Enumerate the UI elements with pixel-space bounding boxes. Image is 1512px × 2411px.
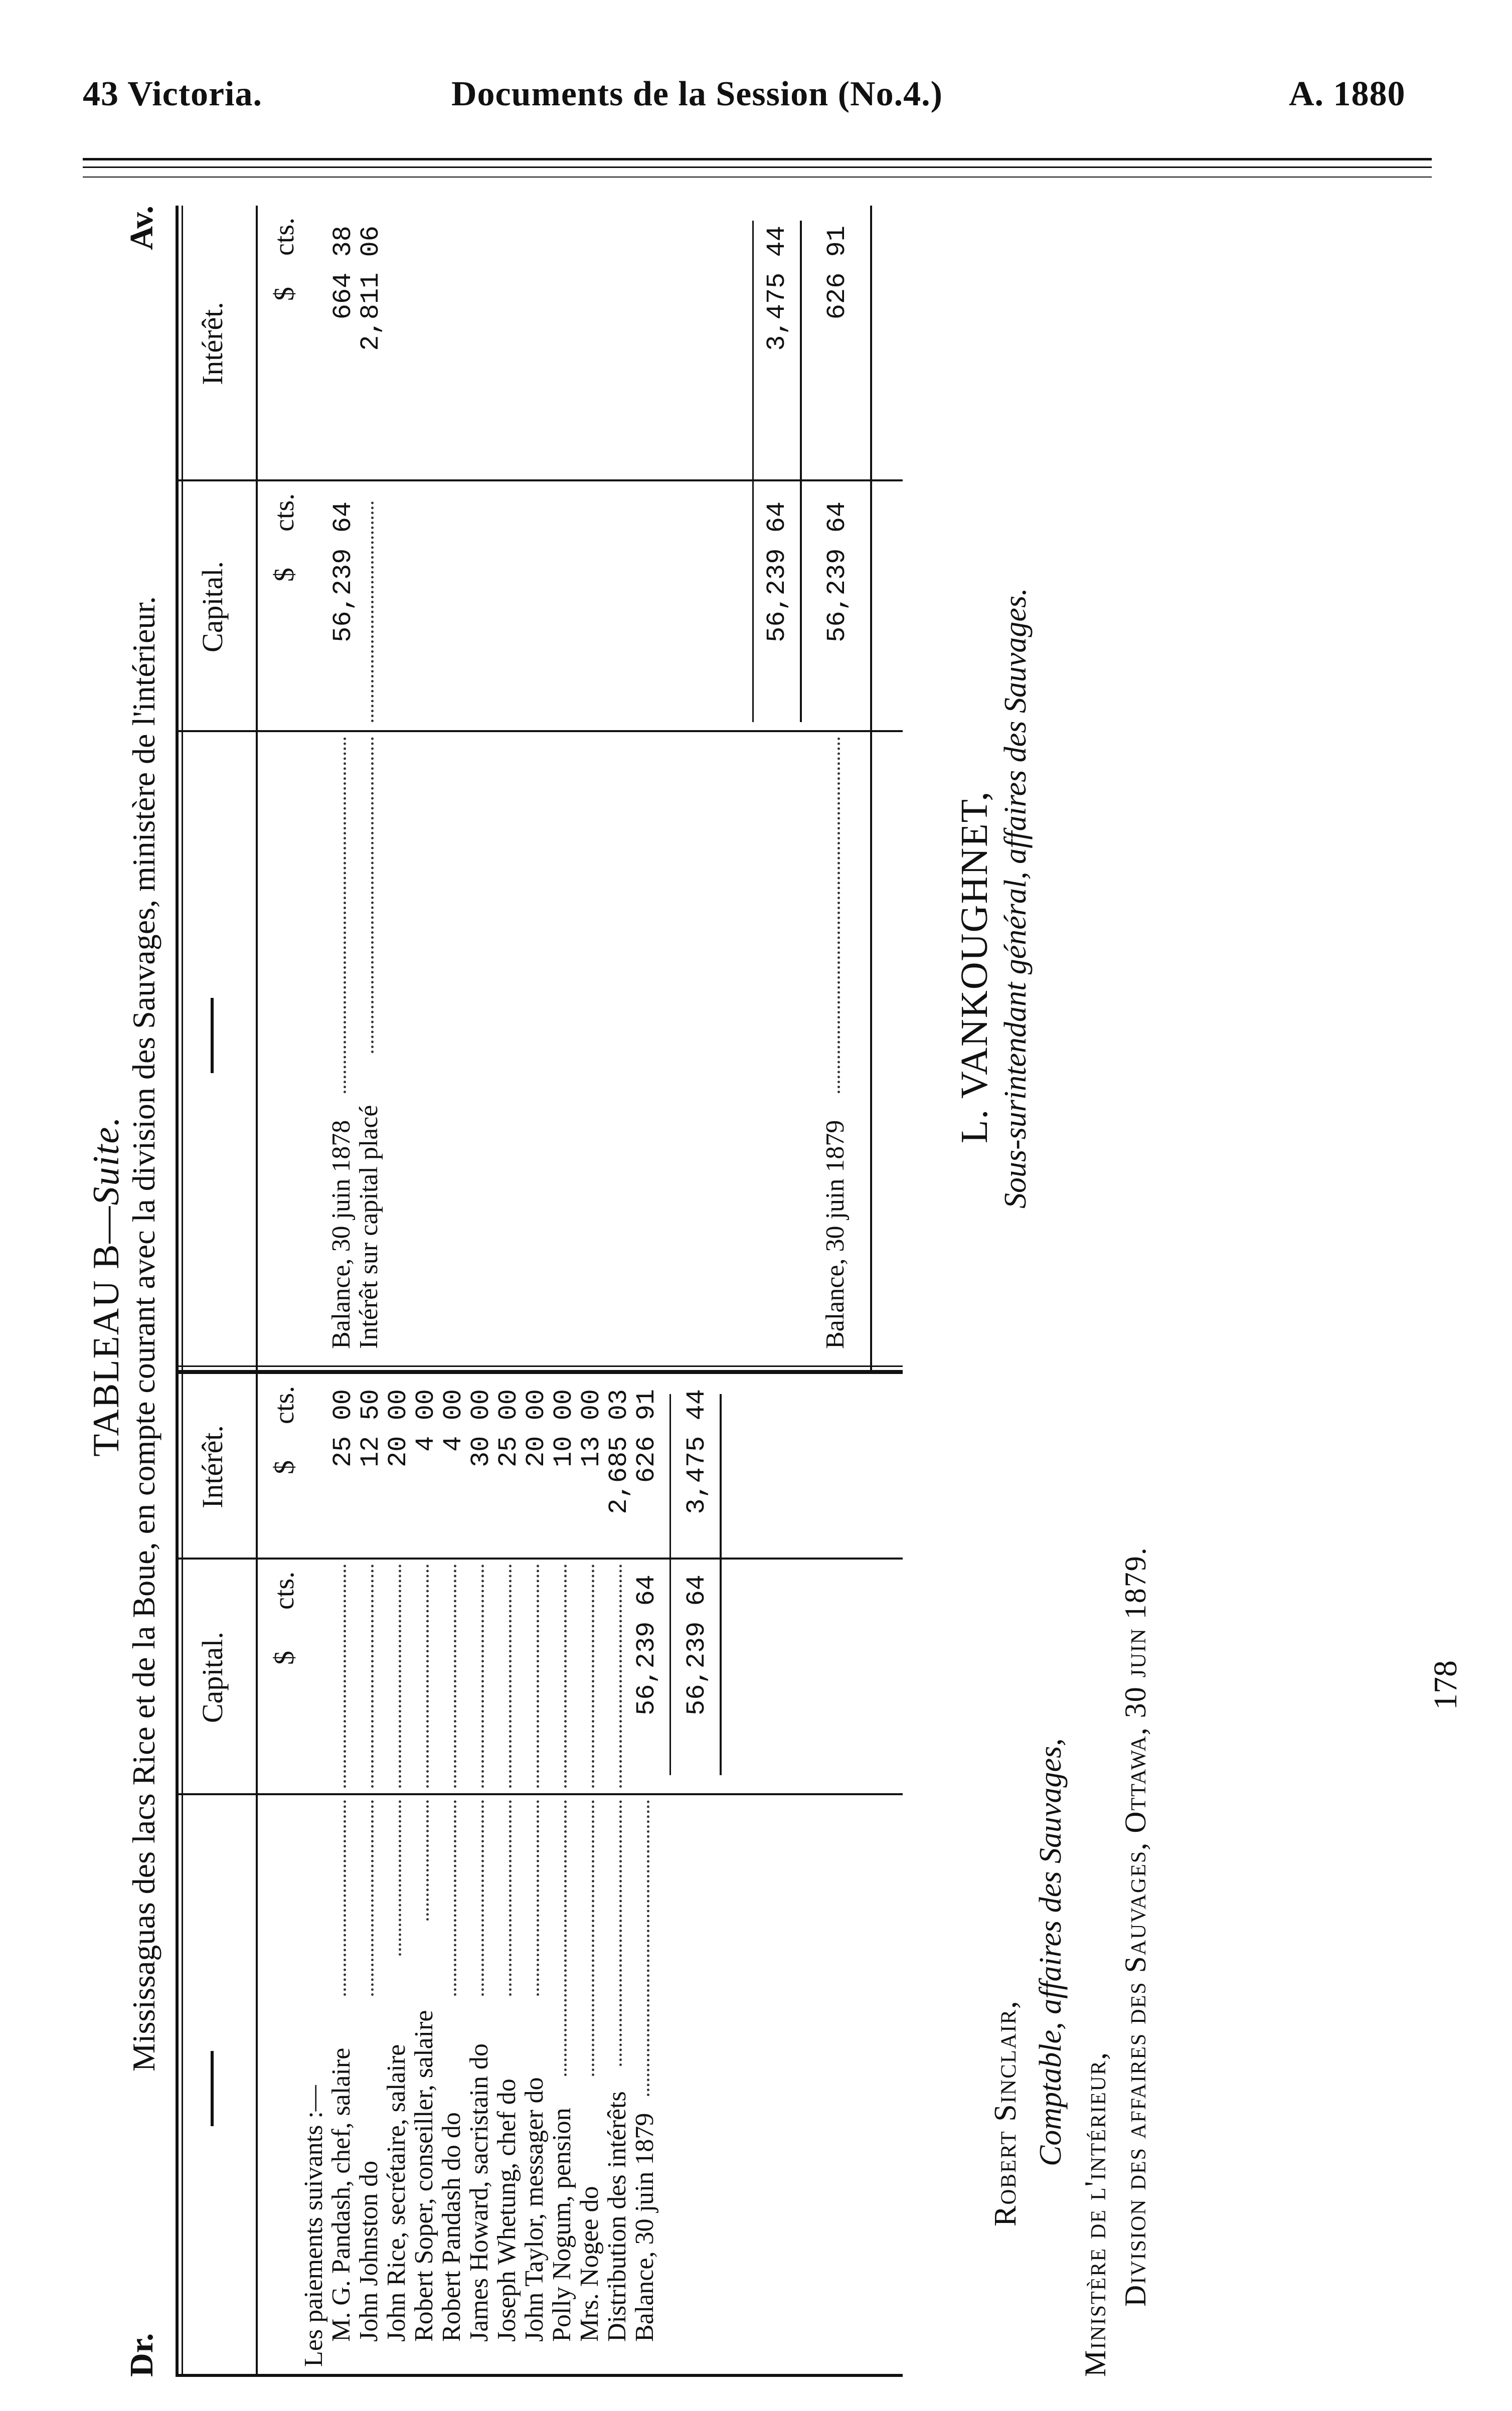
debit-row-desc: M. G. Pandash, chef, salaire xyxy=(327,2047,356,2342)
col-desc-mark xyxy=(211,2051,214,2126)
signatory-right-name: L. VANKOUGHNET, xyxy=(953,790,995,1143)
debit-row-desc: James Howard, sacristain do xyxy=(465,2043,493,2342)
col-desc-mark xyxy=(211,998,214,1073)
unit-dollar: $ xyxy=(269,1651,300,1665)
col-header-interet: Intérêt. xyxy=(196,302,229,385)
leader-dots xyxy=(837,737,840,1093)
table-subtitle: Mississaguas des lacs Rice et de la Boue, en compte courant avec la division des Sauvages, ministère de l'intérieur. xyxy=(126,596,161,2072)
debit-row-interet: 626 91 xyxy=(632,1389,661,1483)
unit-dollar: $ xyxy=(269,1460,300,1474)
table-bottom-rule xyxy=(870,206,872,1374)
leader-dots xyxy=(619,1565,622,1788)
debit-row-desc: John Taylor, messager do xyxy=(520,2077,549,2342)
debit-row-interet: 30 00 xyxy=(466,1389,496,1468)
debit-row-desc: Polly Nogum, pension xyxy=(548,2108,576,2342)
leader-dots xyxy=(592,1565,594,1788)
leader-dots xyxy=(344,1800,346,1996)
leader-dots xyxy=(454,1800,456,1996)
total-rule xyxy=(669,1394,671,1775)
credit-row-desc: Intérêt sur capital placé xyxy=(355,1105,383,1349)
leader-dots xyxy=(619,1800,622,2066)
debit-row-desc: Les paiements suivants :— xyxy=(299,2085,328,2367)
unit-cts: cts. xyxy=(269,1571,300,1610)
center-double-rule xyxy=(176,1370,903,1374)
leader-dots xyxy=(426,1565,429,1788)
table-title-suite: Suite. xyxy=(86,1116,127,1206)
credit-total-capital: 56,239 64 xyxy=(762,501,792,642)
table-top-rule xyxy=(176,206,179,2377)
signatory-right-title: Sous-surintendant général, affaires des Sauvages. xyxy=(998,588,1033,1209)
unit-cts: cts. xyxy=(269,217,300,256)
leader-dots xyxy=(399,1565,401,1788)
table-title xyxy=(85,196,128,2377)
debit-row-interet: 10 00 xyxy=(549,1389,579,1468)
leader-dots xyxy=(399,1800,401,1956)
debit-label: Dr. xyxy=(123,2333,160,2377)
leader-dots xyxy=(647,1800,649,2096)
leader-dots xyxy=(426,1800,429,1921)
leader-dots xyxy=(509,1800,512,1996)
header-rule xyxy=(83,177,1432,178)
debit-row-desc: Robert Pandash do do xyxy=(437,2112,466,2342)
signatory-left-title: Comptable, affaires des Sauvages, xyxy=(1034,1738,1068,2166)
debit-row-interet: 4 00 xyxy=(439,1389,468,1452)
leader-dots xyxy=(592,1800,594,2076)
unit-dollar: $ xyxy=(269,568,300,582)
credit-total-interet: 3,475 44 xyxy=(762,226,792,351)
leader-dots xyxy=(564,1800,567,2076)
unit-dollar: $ xyxy=(269,287,300,301)
debit-row-interet: 25 00 xyxy=(494,1389,524,1468)
leader-dots xyxy=(371,501,374,722)
total-rule xyxy=(752,221,754,722)
credit-row-interet: 2,811 06 xyxy=(356,226,386,351)
debit-row-interet: 20 00 xyxy=(384,1389,413,1468)
debit-total-interet: 3,475 44 xyxy=(682,1389,712,1514)
signatory-left-org: Ministère de l'intérieur, xyxy=(1079,2051,1112,2377)
center-double-rule xyxy=(176,1365,903,1367)
running-header-right: A. 1880 xyxy=(1289,75,1406,113)
leader-dots xyxy=(481,1800,484,1996)
col-separator xyxy=(176,479,903,481)
running-header-center: Documents de la Session (No.4.) xyxy=(451,75,943,113)
total-rule xyxy=(720,1394,722,1775)
debit-row-capital: 56,239 64 xyxy=(632,1575,661,1715)
debit-row-desc: Balance, 30 juin 1879 xyxy=(630,2113,659,2342)
col-separator xyxy=(176,1558,903,1560)
debit-row-interet: 20 00 xyxy=(522,1389,551,1468)
account-table xyxy=(176,206,903,2377)
debit-row-interet: 4 00 xyxy=(411,1389,441,1452)
leader-dots xyxy=(481,1565,484,1788)
leader-dots xyxy=(344,1565,346,1788)
col-header-capital: Capital. xyxy=(196,1632,229,1724)
running-header-left: 43 Victoria. xyxy=(83,75,263,113)
debit-row-desc: John Johnston do xyxy=(355,2160,383,2342)
table-top-rule xyxy=(182,206,183,2377)
credit-row-capital: 56,239 64 xyxy=(328,501,358,642)
unit-cts: cts. xyxy=(269,493,300,532)
unit-cts: cts. xyxy=(269,1386,300,1424)
leader-dots xyxy=(564,1565,567,1788)
credit-label: Av. xyxy=(123,206,160,250)
page-number: 178 xyxy=(1427,1660,1464,1710)
leader-dots xyxy=(371,1565,374,1788)
header-rule xyxy=(83,158,1432,160)
debit-row-interet: 13 00 xyxy=(577,1389,606,1468)
debit-row-interet: 25 00 xyxy=(328,1389,358,1468)
table-left-border xyxy=(176,2374,903,2377)
signatory-left-name: Robert Sinclair, xyxy=(988,2000,1023,2226)
debit-row-interet: 12 50 xyxy=(356,1389,386,1468)
leader-dots xyxy=(509,1565,512,1788)
leader-dots xyxy=(537,1800,539,1996)
debit-row-desc: Distribution des intérêts xyxy=(603,2091,631,2342)
table-title-main: TABLEAU B— xyxy=(86,1205,127,1457)
debit-row-desc: John Rice, secrétaire, salaire xyxy=(382,2044,411,2342)
signatory-left-org-division: Division des affaires des Sauvages, Ottawa, 30 juin 1879. xyxy=(1119,1546,1152,2307)
credit-balance-capital: 56,239 64 xyxy=(822,501,852,642)
leader-dots xyxy=(371,1800,374,1996)
rotated-page-body xyxy=(86,196,1474,2377)
debit-row-interet: 2,685 03 xyxy=(604,1389,634,1514)
credit-balance-interet: 626 91 xyxy=(822,226,852,320)
debit-total-capital: 56,239 64 xyxy=(682,1575,712,1715)
header-separator xyxy=(256,206,258,2377)
debit-row-desc: Robert Soper, conseiller, salaire xyxy=(410,2010,438,2342)
debit-row-desc: Mrs. Nogee do xyxy=(575,2186,604,2342)
credit-balance-desc: Balance, 30 juin 1879 xyxy=(821,1120,850,1349)
debit-row-desc: Joseph Whetung, chef do xyxy=(492,2079,521,2342)
credit-row-interet: 664 38 xyxy=(328,226,358,320)
col-separator xyxy=(176,1793,903,1795)
col-header-interet: Intérêt. xyxy=(196,1425,229,1508)
credit-row-desc: Balance, 30 juin 1878 xyxy=(327,1120,356,1349)
col-header-capital: Capital. xyxy=(196,561,229,653)
total-rule xyxy=(800,221,802,722)
header-rule xyxy=(83,166,1432,168)
leader-dots xyxy=(344,737,346,1093)
col-separator xyxy=(176,730,903,732)
leader-dots xyxy=(454,1565,456,1788)
leader-dots xyxy=(537,1565,539,1788)
leader-dots xyxy=(371,737,374,1053)
